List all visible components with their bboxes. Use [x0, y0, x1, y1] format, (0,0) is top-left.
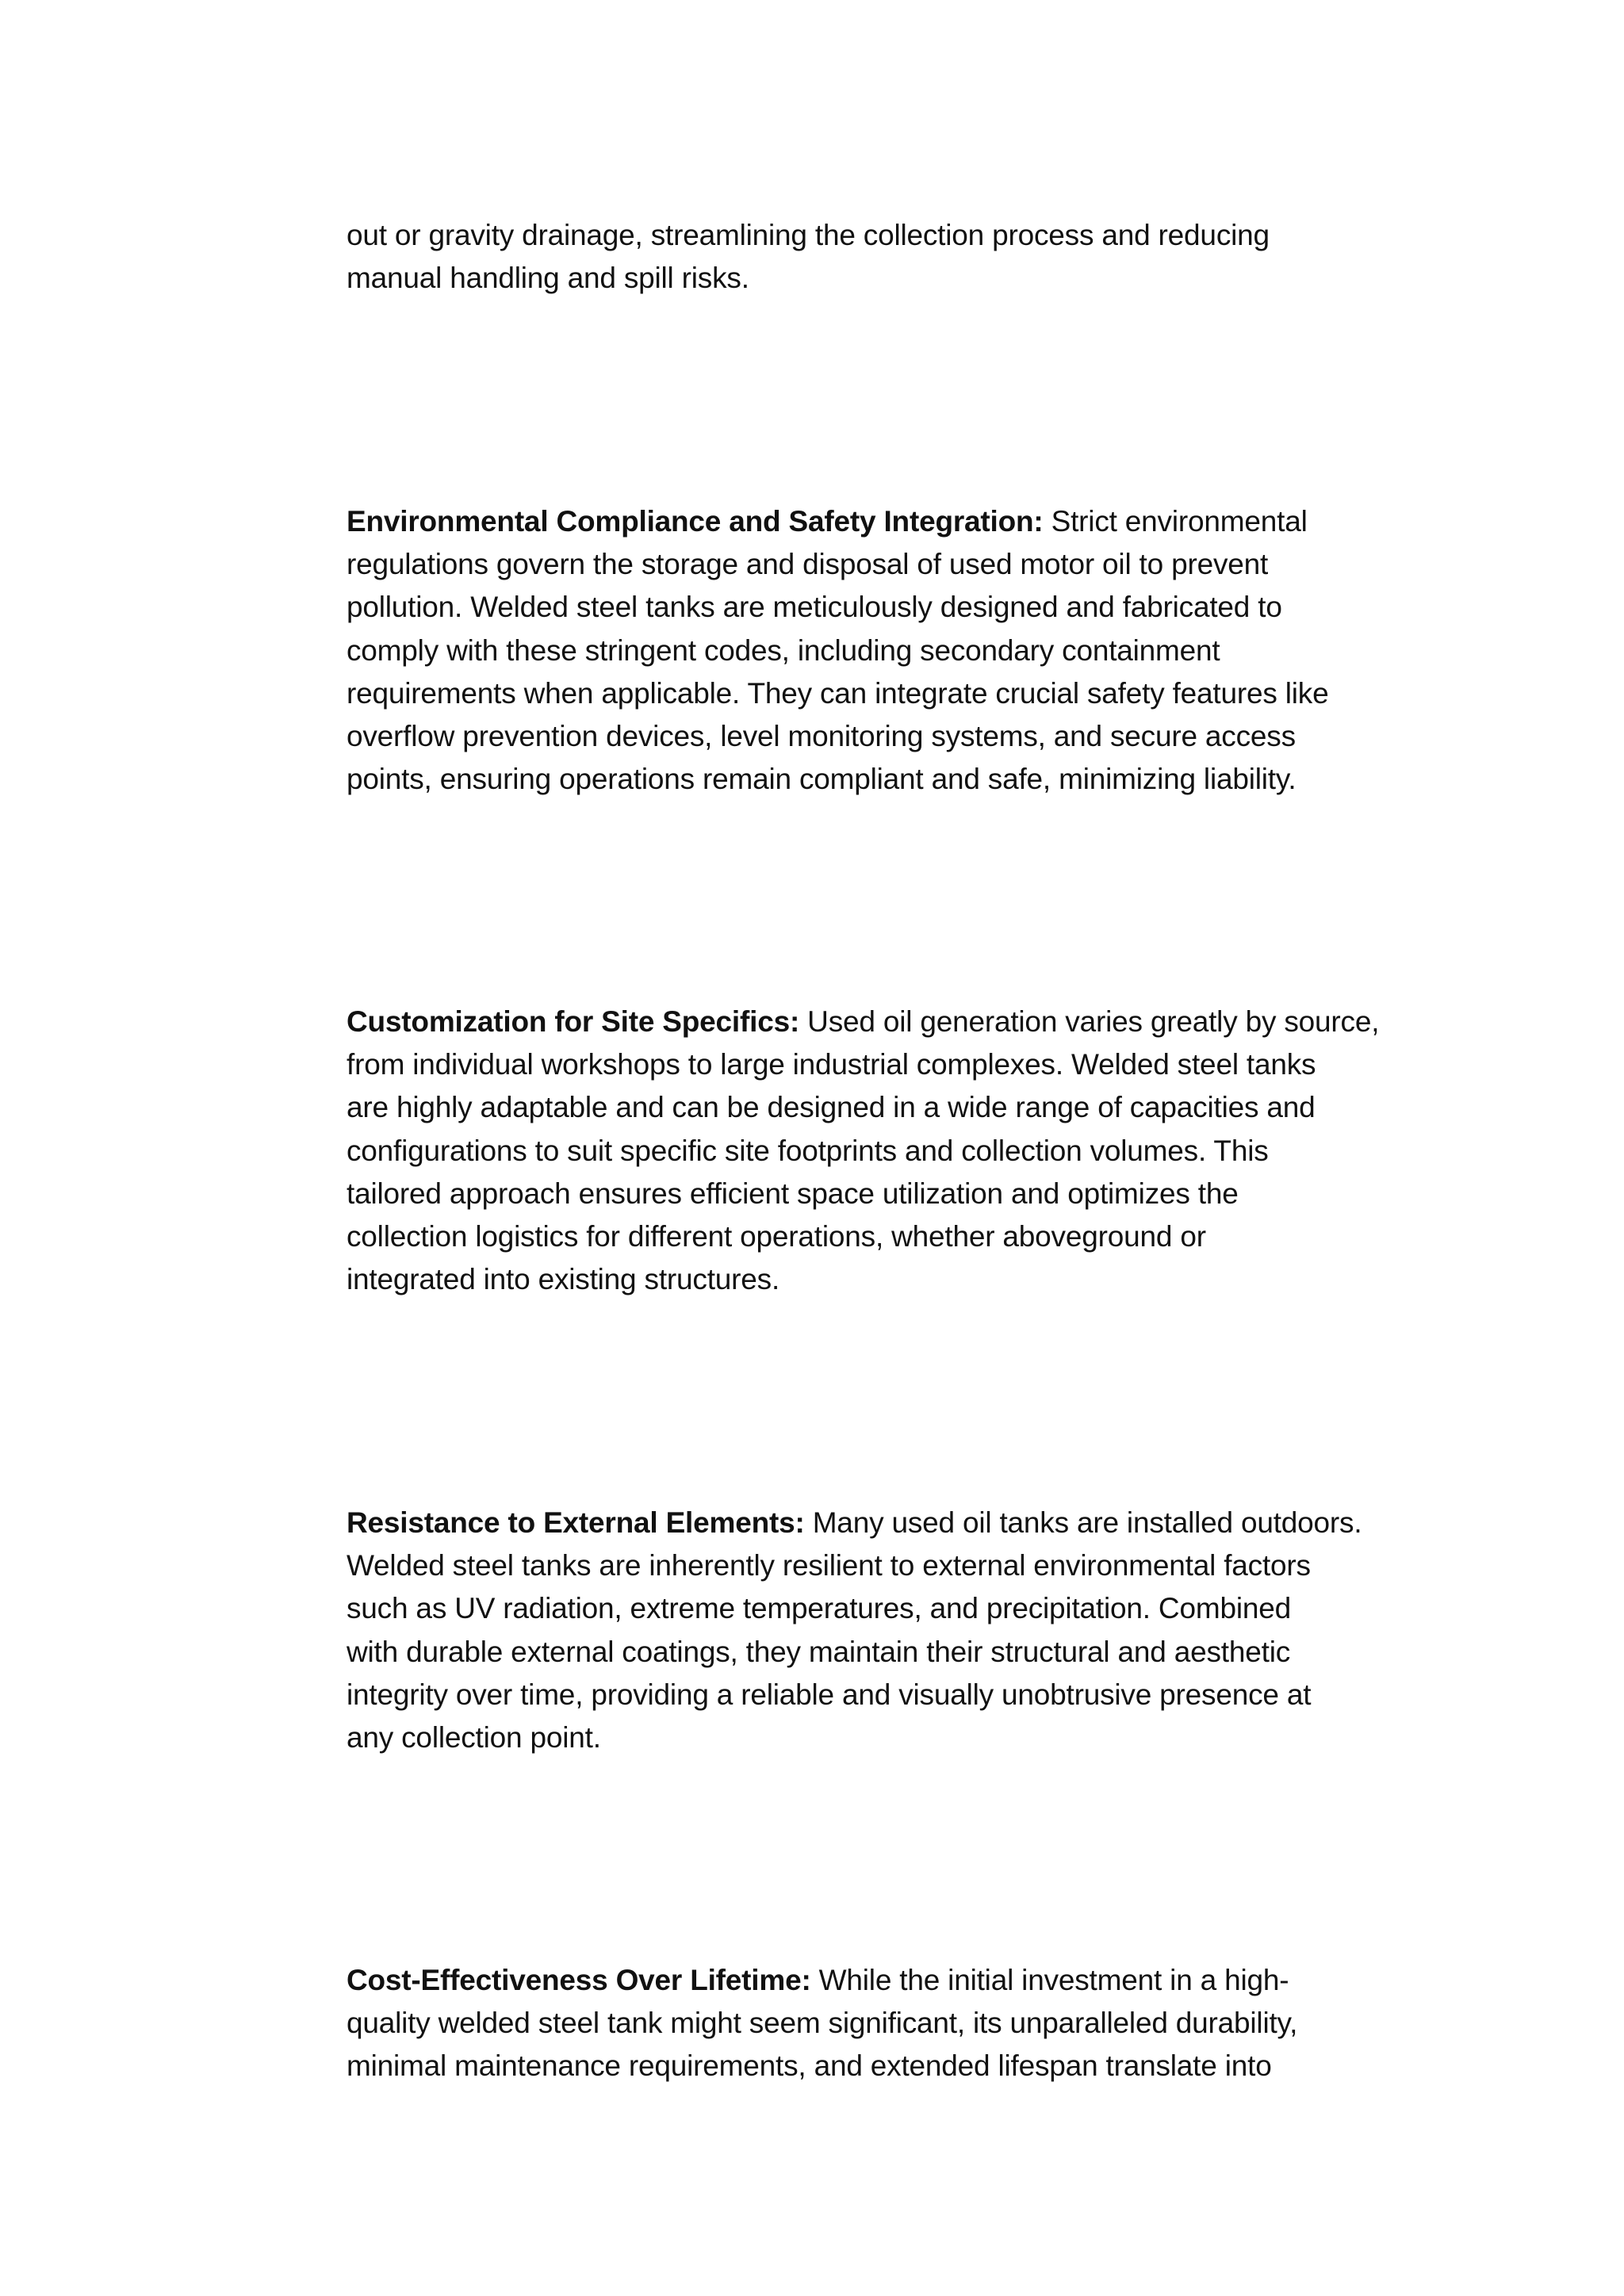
paragraph-line: integrated into existing structures. — [347, 1263, 780, 1296]
paragraph-drainage-continuation — [347, 214, 1393, 300]
paragraph-line: collection logistics for different operations, whether aboveground or — [347, 1220, 1206, 1253]
paragraph-line: Many used oil tanks are installed outdoors. — [804, 1506, 1362, 1539]
paragraph-line: Welded steel tanks are inherently resilient to external environmental factors — [347, 1549, 1311, 1582]
paragraph-line: manual handling and spill risks. — [347, 262, 749, 295]
paragraph-line: out or gravity drainage, streamlining the collection process and reducing — [347, 219, 1270, 251]
paragraph-line: Used oil generation varies greatly by source, — [799, 1005, 1380, 1038]
paragraph-line: comply with these stringent codes, including secondary containment — [347, 633, 1220, 667]
paragraph-heading: Cost-Effectiveness Over Lifetime: — [347, 1964, 811, 1996]
paragraph-line: tailored approach ensures efficient space utilization and optimizes the — [347, 1177, 1239, 1210]
paragraph-heading: Environmental Compliance and Safety Integration: — [347, 505, 1044, 538]
paragraph-line: While the initial investment in a high- — [810, 1964, 1289, 1996]
paragraph-line: minimal maintenance requirements, and extended lifespan translate into — [347, 2049, 1272, 2083]
paragraph-external-elements — [347, 1502, 1393, 1759]
paragraph-line: integrity over time, providing a reliable and visually unobtrusive presence at — [347, 1678, 1312, 1711]
paragraph-line: overflow prevention devices, level monitoring systems, and secure access — [347, 720, 1296, 753]
paragraph-line: are highly adaptable and can be designed in a wide range of capacities and — [347, 1091, 1316, 1124]
paragraph-line: such as UV radiation, extreme temperatures, and precipitation. Combined — [347, 1592, 1291, 1625]
paragraph-cost-effectiveness — [347, 1959, 1393, 2088]
paragraph-line: pollution. Welded steel tanks are meticulously designed and fabricated to — [347, 591, 1282, 624]
paragraph-line: requirements when applicable. They can integrate crucial safety features like — [347, 676, 1329, 710]
paragraph-line: any collection point. — [347, 1721, 601, 1755]
paragraph-line: with durable external coatings, they maintain their structural and aesthetic — [347, 1635, 1291, 1668]
paragraph-line: from individual workshops to large industrial complexes. Welded steel tanks — [347, 1048, 1316, 1081]
paragraph-heading: Customization for Site Specifics: — [347, 1005, 800, 1038]
paragraph-environmental-compliance — [347, 500, 1393, 801]
paragraph-heading: Resistance to External Elements: — [347, 1506, 805, 1539]
paragraph-line: quality welded steel tank might seem significant, its unparalleled durability, — [347, 2007, 1298, 2040]
paragraph-line: points, ensuring operations remain compliant and safe, minimizing liability. — [347, 763, 1297, 796]
paragraph-line: configurations to suit specific site footprints and collection volumes. This — [347, 1134, 1269, 1167]
paragraph-line: Strict environmental — [1043, 505, 1308, 538]
paragraph-customization — [347, 1001, 1393, 1301]
paragraph-line: regulations govern the storage and disposal of used motor oil to prevent — [347, 548, 1269, 581]
